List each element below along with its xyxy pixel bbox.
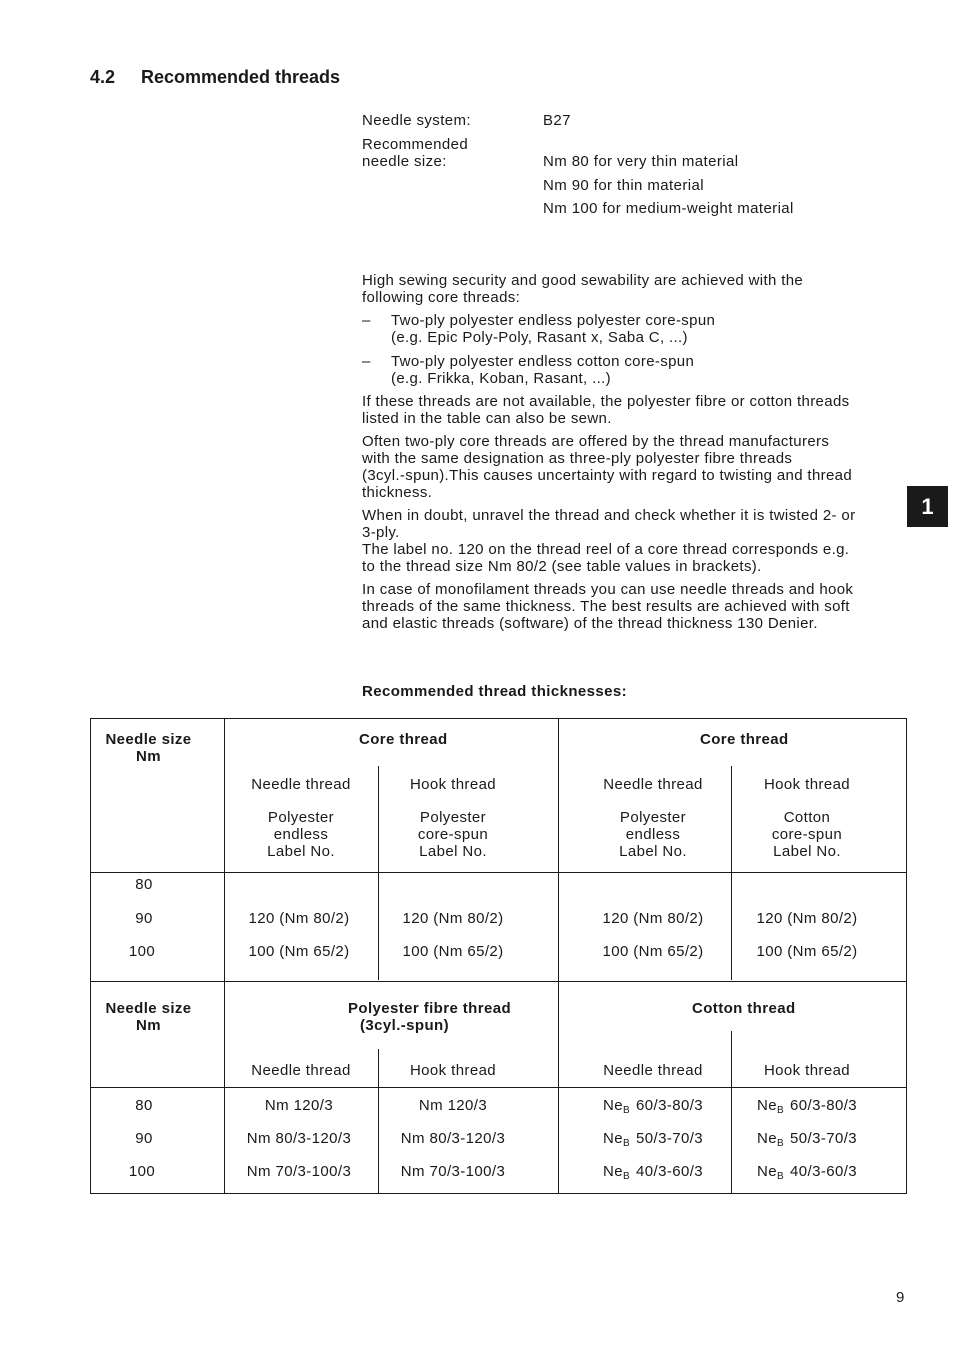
paragraph-line: The label no. 120 on the thread reel of a core thread corresponds e.g. (362, 541, 850, 558)
table-cell: Nm 120/3 (418, 1097, 488, 1114)
table-cell: 100 (Nm 65/2) (402, 943, 504, 960)
paragraph-line: (3cyl.-spun).This causes uncertainty with regard to twisting and thread (362, 467, 853, 484)
needle-size-value: 100 (128, 1163, 156, 1180)
header-needle-thread: Needle thread (603, 1062, 703, 1079)
header-needle-thread: Needle thread (603, 776, 703, 793)
needle-system-value: B27 (543, 112, 571, 129)
header-needle-thread: Needle thread (251, 776, 351, 793)
dash-bullet: – (362, 312, 371, 329)
paragraph-line: High sewing security and good sewability are achieved with the (362, 272, 804, 289)
header-needle-size: Needle size Nm (105, 731, 192, 765)
table-cell: Nm 70/3-100/3 (246, 1163, 352, 1180)
needle-size-value: Nm 100 for medium-weight material (543, 200, 794, 217)
thread-type: Polyester core-spun Label No. (417, 809, 489, 860)
paragraph-line: If these threads are not available, the polyester fibre or cotton threads (362, 393, 850, 410)
paragraph-line: with the same designation as three-ply polyester fibre threads (362, 450, 793, 467)
paragraph-line: threads of the same thickness. The best results are achieved with soft (362, 598, 850, 615)
header-hook-thread: Hook thread (409, 1062, 497, 1079)
table-cell: 120 (Nm 80/2) (602, 910, 704, 927)
page-number: 9 (896, 1289, 905, 1306)
header-cotton-thread: Cotton thread (692, 1000, 796, 1017)
thread-type: Polyester endless Label No. (267, 809, 335, 860)
paragraph-line: thickness. (362, 484, 433, 501)
table-cell: 120 (Nm 80/2) (248, 910, 350, 927)
needle-size-value: 80 (135, 1097, 153, 1114)
paragraph-line: 3-ply. (362, 524, 400, 541)
header-core-thread-1: Core thread (359, 731, 448, 748)
paragraph-line: to the thread size Nm 80/2 (see table values in brackets). (362, 558, 762, 575)
body-text (362, 272, 907, 632)
needle-size-value: 90 (135, 1130, 153, 1147)
chapter-tab: 1 (907, 486, 948, 527)
list-item-line: Two-ply polyester endless cotton core-spun (391, 353, 695, 370)
header-polyester-fibre: Polyester fibre thread (348, 1000, 512, 1017)
header-needle-size: Needle size Nm (105, 1000, 192, 1034)
table-cell: $Ne_B$ 40/3-60/3 (602, 1163, 704, 1182)
table-cell: Nm 70/3-100/3 (400, 1163, 506, 1180)
header-polyester-fibre-sub: (3cyl.-spun) (360, 1017, 449, 1034)
section-title: Recommended threads (141, 67, 341, 87)
header-core-thread-2: Core thread (700, 731, 789, 748)
table-divider (91, 981, 906, 982)
paragraph-line: In case of monofilament threads you can use needle threads and hook (362, 581, 854, 598)
dash-bullet: – (362, 353, 371, 370)
thread-type: Polyester endless Label No. (619, 809, 687, 860)
paragraph-line: When in doubt, unravel the thread and check whether it is twisted 2- or (362, 507, 856, 524)
table-cell: $Ne_B$ 50/3-70/3 (602, 1130, 704, 1149)
table-cell: 120 (Nm 80/2) (756, 910, 858, 927)
needle-size-value: 90 (135, 910, 153, 927)
thread-type: Cotton core-spun Label No. (771, 809, 843, 860)
table-cell: 100 (Nm 65/2) (602, 943, 704, 960)
needle-size-label-2: needle size: (362, 153, 447, 170)
paragraph-line: listed in the table can also be sewn. (362, 410, 612, 427)
table-cell: Nm 80/3-120/3 (246, 1130, 352, 1147)
header-hook-thread: Hook thread (763, 776, 851, 793)
list-item-line: (e.g. Epic Poly-Poly, Rasant x, Saba C, ...) (391, 329, 688, 346)
section-heading (90, 67, 340, 88)
table-cell: 100 (Nm 65/2) (756, 943, 858, 960)
table-cell: Nm 120/3 (264, 1097, 334, 1114)
list-item (362, 312, 907, 346)
list-item-line: (e.g. Frikka, Koban, Rasant, ...) (391, 370, 611, 387)
list-item-line: Two-ply polyester endless polyester core-spun (391, 312, 716, 329)
table-cell: $Ne_B$ 60/3-80/3 (756, 1097, 858, 1116)
table-cell: $Ne_B$ 50/3-70/3 (756, 1130, 858, 1149)
table-divider (91, 872, 906, 873)
needle-size-value: Nm 90 for thin material (543, 177, 704, 194)
paragraph-line: following core threads: (362, 289, 521, 306)
header-needle-thread: Needle thread (251, 1062, 351, 1079)
table-cell: $Ne_B$ 40/3-60/3 (756, 1163, 858, 1182)
table-cell: Nm 80/3-120/3 (400, 1130, 506, 1147)
paragraph-line: and elastic threads (software) of the thread thickness 130 Denier. (362, 615, 818, 632)
needle-size-value: Nm 80 for very thin material (543, 153, 739, 170)
table-divider (91, 1087, 906, 1088)
table-cell: 120 (Nm 80/2) (402, 910, 504, 927)
needle-size-value: 80 (135, 876, 153, 893)
header-hook-thread: Hook thread (409, 776, 497, 793)
needle-size-value: 100 (128, 943, 156, 960)
table-caption: Recommended thread thicknesses: (362, 683, 627, 700)
section-number: 4.2 (90, 67, 116, 87)
table-divider (558, 719, 559, 1193)
needle-size-label-1: Recommended (362, 136, 469, 153)
table-cell: 100 (Nm 65/2) (248, 943, 350, 960)
list-item (362, 353, 907, 387)
needle-system-label: Needle system: (362, 112, 471, 129)
paragraph-line: Often two-ply core threads are offered by the thread manufacturers (362, 433, 830, 450)
table-cell: $Ne_B$ 60/3-80/3 (602, 1097, 704, 1116)
header-hook-thread: Hook thread (763, 1062, 851, 1079)
